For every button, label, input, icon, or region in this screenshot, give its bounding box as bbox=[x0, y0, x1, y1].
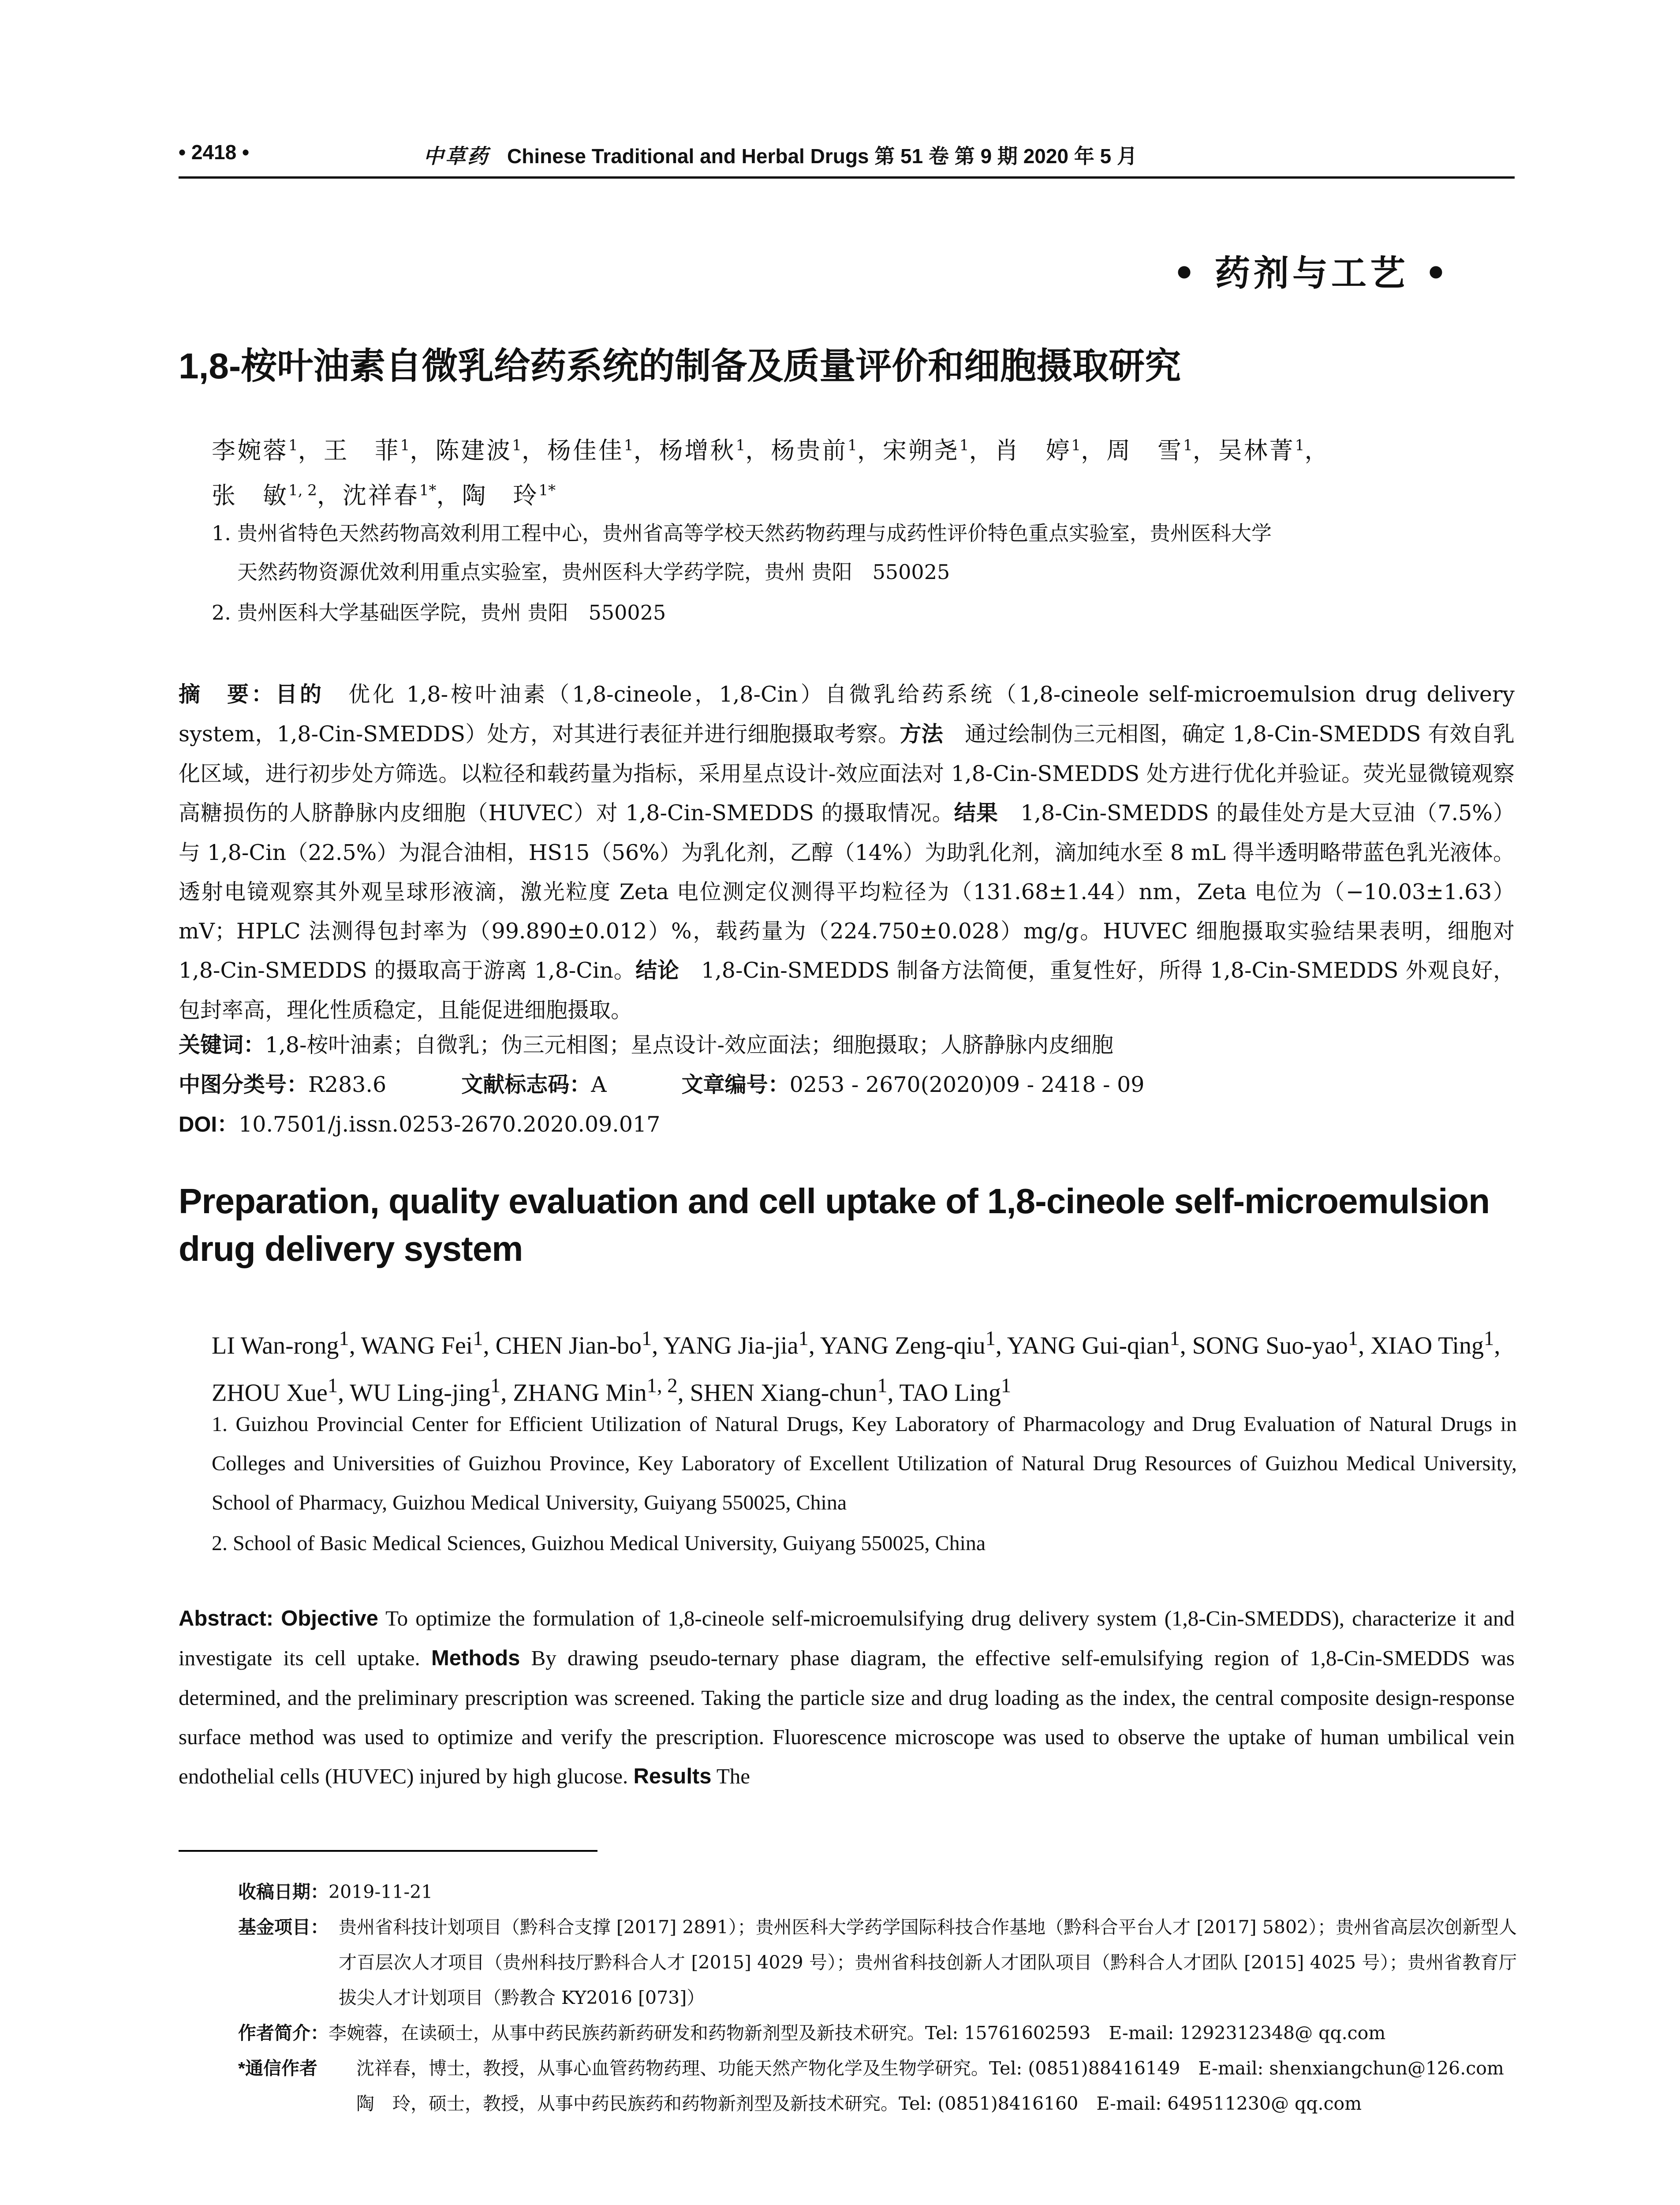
en-abstract bbox=[179, 1599, 1515, 1796]
author-affil-mark: 1 bbox=[473, 1327, 483, 1350]
affiliation-number: 2. bbox=[212, 601, 231, 624]
methods-label: Methods bbox=[431, 1646, 520, 1670]
author-affil-mark: 1 bbox=[641, 1327, 652, 1350]
author: 吴林菁 bbox=[1218, 437, 1295, 464]
author-affil-mark: 1 bbox=[1295, 437, 1305, 454]
author: 宋朔尧 bbox=[882, 437, 959, 464]
received-date: 2019-11-21 bbox=[329, 1881, 433, 1902]
author-affil-mark: 1 bbox=[1001, 1374, 1012, 1397]
author-affil-mark: 1 bbox=[985, 1327, 996, 1350]
author: CHEN Jian-bo bbox=[495, 1332, 642, 1360]
author: ZHOU Xue bbox=[212, 1379, 328, 1407]
author: 周 雪 bbox=[1106, 437, 1183, 464]
corresponding-author-1: 沈祥春，博士，教授，从事心血管药物药理、功能天然产物化学及生物学研究。Tel: (0851)88416149 E-mail: shenxiangchun@126.com bbox=[356, 2058, 1504, 2079]
en-affiliation-2 bbox=[212, 1524, 1517, 1563]
author-affil-mark: 1 bbox=[490, 1374, 501, 1397]
affiliation-text: 贵州医科大学基础医学院，贵州 贵阳 550025 bbox=[237, 601, 666, 624]
author-affil-mark: 1, 2 bbox=[288, 482, 317, 499]
author: XIAO Ting bbox=[1370, 1332, 1484, 1360]
author-affil-mark: 1 bbox=[288, 437, 298, 454]
doi bbox=[179, 1105, 1515, 1144]
cn-affiliation-2 bbox=[212, 593, 1517, 632]
keywords-text: 1,8-桉叶油素；自微乳；伪三元相图；星点设计-效应面法；细胞摄取；人脐静脉内皮细胞 bbox=[265, 1032, 1114, 1058]
footnote-funding bbox=[238, 1910, 1517, 2008]
corresponding-author-2: 陶 玲，硕士，教授，从事中药民族药和药物新剂型及新技术研究。Tel: (0851)8416160 E-mail: 649511230@ qq.com bbox=[356, 2093, 1362, 2114]
en-affiliation-1 bbox=[212, 1405, 1517, 1522]
author-affil-mark: 1 bbox=[339, 1327, 349, 1350]
author: LI Wan-rong bbox=[212, 1332, 339, 1360]
author-affil-mark: 1 bbox=[959, 437, 969, 454]
author: WU Ling-jing bbox=[350, 1379, 490, 1407]
author-affil-mark: 1 bbox=[1169, 1327, 1180, 1350]
methods-text: 通过绘制伪三元相图，确定 1,8-Cin-SMEDDS 有效自乳化区域，进行初步处方筛选。以粒径和载药量为指标，采用星点设计-效应面法对 1,8-Cin-SMEDDS 处方进行优化并验证。荧光显微镜观察高糖损伤的人脐静脉内皮细胞（HUVEC）对 1,8-Cin-SMEDDS 的摄取情况。 bbox=[179, 721, 1515, 826]
author-affil-mark: 1* bbox=[538, 482, 556, 499]
cn-affiliation-1 bbox=[212, 514, 1517, 591]
author: ZHANG Min bbox=[513, 1379, 647, 1407]
affiliation-text-continued: 天然药物资源优效利用重点实验室，贵州医科大学药学院，贵州 贵阳 550025 bbox=[237, 560, 950, 584]
author-affil-mark: 1 bbox=[798, 1327, 809, 1350]
section-label: • 药剂与工艺 • bbox=[1173, 252, 1451, 294]
methods-text: By drawing pseudo-ternary phase diagram, the effective self-emulsifying region of 1,8-Cin-SMEDDS was determined, and the preliminary prescription was screened. Taking the particle size and drug loading as the index, the central composite design-response surface method was used to optimize and verify the prescription. Fluorescence microscope was used to observe the uptake of human umbilical vein endothelial cells (HUVEC) injured by high glucose. bbox=[179, 1646, 1515, 1788]
author-affil-mark: 1 bbox=[400, 437, 410, 454]
affiliation-text: School of Basic Medical Sciences, Guizhou Medical University, Guiyang 550025, China bbox=[233, 1532, 986, 1555]
author: YANG Zeng-qiu bbox=[820, 1332, 986, 1360]
author-affil-mark: 1 bbox=[512, 437, 522, 454]
cn-classification bbox=[179, 1065, 1515, 1105]
author: 张 敏 bbox=[212, 482, 288, 509]
objective-text: 优化 1,8-桉叶油素（1,8-cineole，1,8-Cin）自微乳给药系统（1,8-cineole self-microemulsion drug delivery system，1,8-Cin-SMEDDS）处方，对其进行表征并进行细胞摄取考察。 bbox=[179, 682, 1515, 747]
author: 陶 玲 bbox=[462, 482, 539, 509]
author: SHEN Xiang-chun bbox=[690, 1379, 877, 1407]
author: 杨增秋 bbox=[659, 437, 736, 464]
author-affil-mark: 1 bbox=[877, 1374, 888, 1397]
author: TAO Ling bbox=[899, 1379, 1001, 1407]
affiliation-number: 1. bbox=[212, 1413, 228, 1436]
journal-issue: Chinese Traditional and Herbal Drugs 第 51 卷 第 9 期 2020 年 5 月 bbox=[507, 145, 1137, 168]
author: YANG Jia-jia bbox=[663, 1332, 799, 1360]
methods-label: 方法 bbox=[900, 722, 943, 746]
author-affil-mark: 1 bbox=[1071, 437, 1081, 454]
author-affil-mark: 1 bbox=[327, 1374, 338, 1397]
author-affil-mark: 1* bbox=[419, 482, 437, 499]
cn-keywords bbox=[179, 1025, 1515, 1065]
page-number: • 2418 • bbox=[179, 141, 250, 164]
corresponding-label: *通信作者 bbox=[238, 2058, 317, 2078]
author-bio-label: 作者简介： bbox=[238, 2023, 329, 2043]
author-affil-mark: 1 bbox=[1183, 437, 1193, 454]
doi-value: 10.7501/j.issn.0253-2670.2020.09.017 bbox=[239, 1112, 661, 1137]
results-text: 1,8-Cin-SMEDDS 的最佳处方是大豆油（7.5%）与 1,8-Cin（22.5%）为混合油相，HS15（56%）为乳化剂，乙醇（14%）为助乳化剂，滴加纯水至 8 mL 得半透明略带蓝色乳光液体。透射电镜观察其外观呈球形液滴，激光粒度 Zeta 电位测定仪测得平均粒径为（131.68±1.44）nm，Zeta 电位为（−10.03±1.63）mV；HPLC 法测得包封率为（99.890±0.012）%，载药量为（224.750±0.028）mg/g。HUVEC 细胞摄取实验结果表明，细胞对 1,8-Cin-SMEDDS 的摄取高于游离 1,8-Cin。 bbox=[179, 800, 1515, 983]
author: SONG Suo-yao bbox=[1192, 1332, 1348, 1360]
funding-text: 贵州省科技计划项目（黔科合支撑 [2017] 2891）；贵州医科大学药学国际科技合作基地（黔科合平台人才 [2017] 5802）；贵州省高层次创新型人才百层次人才项目（贵州科技厅黔科合人才 [2015] 4029 号）；贵州省科技创新人才团队项目（黔科合人才团队 [2015] 4025 号）；贵州省教育厅拔尖人才计划项目（黔教合 KY2016 [073]） bbox=[339, 1917, 1517, 2008]
journal-info bbox=[423, 140, 1137, 169]
cn-authors: 李婉蓉$^1$，王 菲$^1$，陈建波$^1$，杨佳佳$^1$，杨增秋$^1$，杨贵前$^1$，宋朔尧$^1$，肖 婷$^1$，周 雪$^1$，吴林菁$^1$， 张 敏$^{1, 2}$，沈祥春$^{1*}$，陶 玲$^{1*}$ bbox=[212, 437, 1330, 509]
abstract-label: 摘 要： bbox=[179, 683, 276, 706]
affiliation-text: Guizhou Provincial Center for Efficient Utilization of Natural Drugs, Key Laboratory of Pharmacology and Drug Evaluation of Natural Drugs in Colleges and Universities of Guizhou Province, Key Laboratory of Excellent Utilization of Natural Drug Resources of Guizhou Medical University, School of Pharmacy, Guizhou Medical University, Guiyang 550025, China bbox=[212, 1413, 1517, 1514]
footnote-received bbox=[238, 1874, 1517, 1910]
funding-label: 基金项目： bbox=[238, 1917, 329, 1937]
objective-text: To optimize the formulation of 1,8-cineole self-microemulsifying drug delivery system (1,8-Cin-SMEDDS), characterize it and investigate its cell uptake. bbox=[179, 1606, 1515, 1670]
en-authors: LI Wan-rong$^1$, WANG Fei$^1$, CHEN Jian-$bo^1$, YANG Jia-jia$^1$, YANG Zeng-qiu$^1$, YANG Gui-qian$^1$, SONG Suo-yao$^1$, XIAO Ting$^1$, ZHOU Xue$^1$, WU Ling-jing$^1$, ZHANG Min$^{1, 2}$, SHEN Xiang-chun$^1$, TAO Ling$^1$ bbox=[212, 1327, 1501, 1407]
doi-label: DOI： bbox=[179, 1113, 239, 1136]
conclusion-label: 结论 bbox=[635, 959, 679, 983]
running-head bbox=[179, 140, 1515, 179]
objective-label: Objective bbox=[281, 1607, 378, 1630]
author-affil-mark: 1 bbox=[847, 437, 857, 454]
journal-logo: 中草药 bbox=[423, 144, 489, 168]
results-text: The bbox=[711, 1764, 750, 1788]
author: WANG Fei bbox=[361, 1332, 473, 1360]
author: 王 菲 bbox=[323, 437, 400, 464]
author: 杨贵前 bbox=[771, 437, 848, 464]
footnote-divider bbox=[179, 1850, 597, 1852]
corresponding-text bbox=[356, 2051, 1517, 2121]
article-no-value: 0253 - 2670(2020)09 - 2418 - 09 bbox=[789, 1072, 1145, 1097]
results-label: 结果 bbox=[954, 801, 999, 825]
affiliation-number: 2. bbox=[212, 1532, 228, 1555]
cn-title: 1,8-桉叶油素自微乳给药系统的制备及质量评价和细胞摄取研究 bbox=[179, 346, 1181, 386]
doc-code-value: A bbox=[591, 1072, 607, 1097]
footnote-corresponding bbox=[238, 2051, 1517, 2114]
author: 沈祥春 bbox=[342, 482, 419, 509]
results-label: Results bbox=[633, 1764, 712, 1788]
clc-label: 中图分类号： bbox=[179, 1073, 309, 1097]
clc-value: R283.6 bbox=[308, 1072, 387, 1097]
conclusion-text: 1,8-Cin-SMEDDS 制备方法简便，重复性好，所得 1,8-Cin-SMEDDS 外观良好，包封率高，理化性质稳定，且能促进细胞摄取。 bbox=[179, 958, 1515, 1023]
author-affil-mark: 1 bbox=[623, 437, 634, 454]
author: 陈建波 bbox=[435, 437, 512, 464]
author-affil-mark: 1, 2 bbox=[646, 1374, 678, 1397]
author-bio-text: 李婉蓉，在读硕士，从事中药民族药新药研发和药物新剂型及新技术研究。Tel: 15761602593 E-mail: 1292312348@ qq.com bbox=[329, 2022, 1386, 2044]
abstract-label: Abstract: bbox=[179, 1607, 274, 1630]
author-affil-mark: 1 bbox=[1484, 1327, 1494, 1350]
en-title: Preparation, quality evaluation and cell uptake of 1,8-cineole self-microemulsion drug delivery system bbox=[179, 1181, 1490, 1268]
footnote-author-bio bbox=[238, 2015, 1517, 2051]
keywords-label: 关键词： bbox=[179, 1033, 265, 1057]
doc-code-label: 文献标志码： bbox=[461, 1073, 591, 1097]
article-no-label: 文章编号： bbox=[681, 1073, 790, 1097]
author-affil-mark: 1 bbox=[735, 437, 746, 454]
objective-label: 目的 bbox=[276, 683, 325, 706]
cn-abstract bbox=[179, 675, 1515, 1030]
received-label: 收稿日期： bbox=[238, 1882, 329, 1902]
author: 肖 婷 bbox=[994, 437, 1071, 464]
author: YANG Gui-qian bbox=[1007, 1332, 1170, 1360]
author-affil-mark: 1 bbox=[1348, 1327, 1359, 1350]
affiliation-number: 1. bbox=[212, 521, 231, 545]
author: 李婉蓉 bbox=[212, 437, 288, 464]
affiliation-text: 贵州省特色天然药物高效利用工程中心，贵州省高等学校天然药物药理与成药性评价特色重点实验室，贵州医科大学 bbox=[237, 521, 1272, 545]
author: 杨佳佳 bbox=[547, 437, 624, 464]
